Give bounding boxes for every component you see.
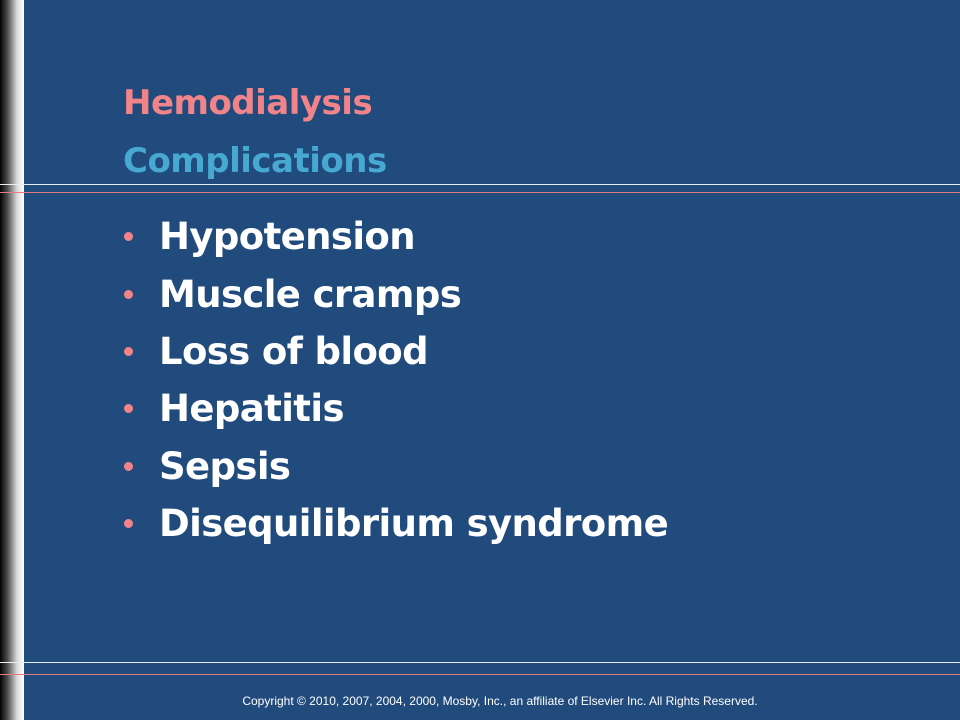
bullet-dot-icon — [124, 290, 133, 299]
title-divider-pink — [0, 192, 960, 193]
list-item-text: Hepatitis — [159, 387, 344, 431]
list-item-text: Disequilibrium syndrome — [159, 502, 669, 546]
list-item-text: Hypotension — [159, 215, 415, 259]
bullet-dot-icon — [124, 462, 133, 471]
left-gradient-bar — [0, 0, 24, 720]
bullet-dot-icon — [124, 404, 133, 413]
bullet-dot-icon — [124, 347, 133, 356]
list-item — [124, 208, 668, 265]
list-item-text: Sepsis — [159, 444, 291, 488]
title-line-hemodialysis: Hemodialysis — [123, 83, 373, 123]
list-item — [124, 438, 668, 495]
list-item-text: Loss of blood — [159, 329, 429, 373]
list-item — [124, 265, 668, 322]
slide-title — [123, 74, 387, 190]
footer-divider-white — [0, 662, 960, 663]
footer-divider-pink — [0, 674, 960, 675]
list-item — [124, 380, 668, 437]
list-item — [124, 323, 668, 380]
bullet-dot-icon — [124, 519, 133, 528]
title-line-complications: Complications — [123, 141, 387, 181]
list-item-text: Muscle cramps — [159, 272, 462, 316]
list-item — [124, 495, 668, 552]
copyright-footer: Copyright © 2010, 2007, 2004, 2000, Mosby, Inc., an affiliate of Elsevier Inc. All Rights Reserved. — [242, 694, 758, 708]
bullet-dot-icon — [124, 232, 133, 241]
complications-list — [124, 208, 668, 552]
